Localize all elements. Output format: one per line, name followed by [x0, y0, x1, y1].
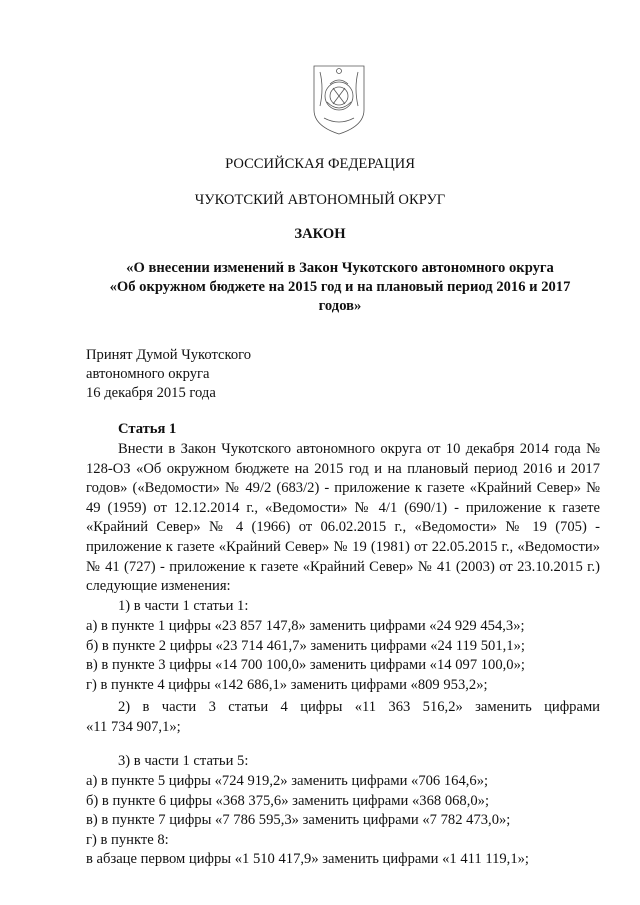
adoption-line: Принят Думой Чукотского: [86, 347, 252, 363]
article-intro-text: Внести в Закон Чукотского автономного округа от 10 декабря 2014 года № 128-ОЗ «Об окружном бюджете на 2015 год и на плановый период 2016 и 2017 годов» («Ведомости» № 49/2 (683/2) - приложение к газете «Крайний Север» № 49 (1959) от 12.12.2014 г., «Ведомости» № 4/1 (690/1) - приложение к газете «Крайний Север» № 4 (1966) от 06.02.2015 г., «Ведомости» № 19 (705) - приложение к газете «Крайний Север» № 19 (1981) от 22.05.2015 г., «Ведомости» № 41 (727) - приложение к газете «Крайний Север» № 41 (2003) от 23.10.2015 г.) следующие изменения:: [86, 441, 600, 595]
law-title: [90, 259, 590, 316]
adoption-line: автономного округа: [86, 366, 210, 382]
coat-of-arms-emblem: [300, 58, 378, 138]
list-item: б) в пункте 2 цифры «23 714 461,7» заменить цифрами «24 119 501,1»;: [86, 637, 525, 654]
item-1-heading: [118, 597, 638, 617]
country-heading: РОССИЙСКАЯ ФЕДЕРАЦИЯ: [225, 156, 415, 172]
law-title-line: «О внесении изменений в Закон Чукотского автономного округа: [126, 260, 554, 276]
item-heading: 1) в части 1 статьи 1:: [118, 598, 249, 614]
law-title-line: годов»: [318, 298, 362, 314]
list-item: г) в пункте 4 цифры «142 686,1» заменить цифрами «809 953,2»;: [86, 676, 488, 693]
list-item: а) в пункте 5 цифры «724 919,2» заменить цифрами «706 164,6»;: [86, 773, 489, 789]
item-2-line: 2) в части 3 статьи 4 цифры «11 363 516,2» заменить цифрами: [118, 699, 600, 715]
law-title-line: «Об окружном бюджете на 2015 год и на плановый период 2016 и 2017: [109, 279, 571, 295]
document-type-heading: ЗАКОН: [294, 226, 346, 242]
list-item: б) в пункте 6 цифры «368 375,6» заменить цифрами «368 068,0»;: [86, 792, 490, 809]
adoption-info: [86, 346, 251, 403]
item-2-line: «11 734 907,1»;: [86, 719, 181, 735]
item-1-list: [86, 617, 606, 695]
adoption-date: 16 декабря 2015 года: [86, 385, 216, 401]
list-item: г) в пункте 8:: [86, 831, 169, 848]
item-3-heading: [118, 752, 638, 772]
region-heading: ЧУКОТСКИЙ АВТОНОМНЫЙ ОКРУГ: [194, 192, 446, 208]
list-item: в) в пункте 3 цифры «14 700 100,0» заменить цифрами «14 097 100,0»;: [86, 657, 525, 674]
article-heading: Статья 1: [118, 421, 177, 437]
item-3-list: [86, 772, 606, 870]
article-intro-paragraph: [86, 440, 600, 597]
list-item: в) в пункте 7 цифры «7 786 595,3» заменить цифрами «7 782 473,0»;: [86, 812, 511, 829]
item-heading: 3) в части 1 статьи 5:: [118, 753, 249, 769]
list-item: в абзаце первом цифры «1 510 417,9» заменить цифрами «1 411 119,1»;: [86, 851, 529, 868]
list-item: а) в пункте 1 цифры «23 857 147,8» заменить цифрами «24 929 454,3»;: [86, 618, 525, 634]
